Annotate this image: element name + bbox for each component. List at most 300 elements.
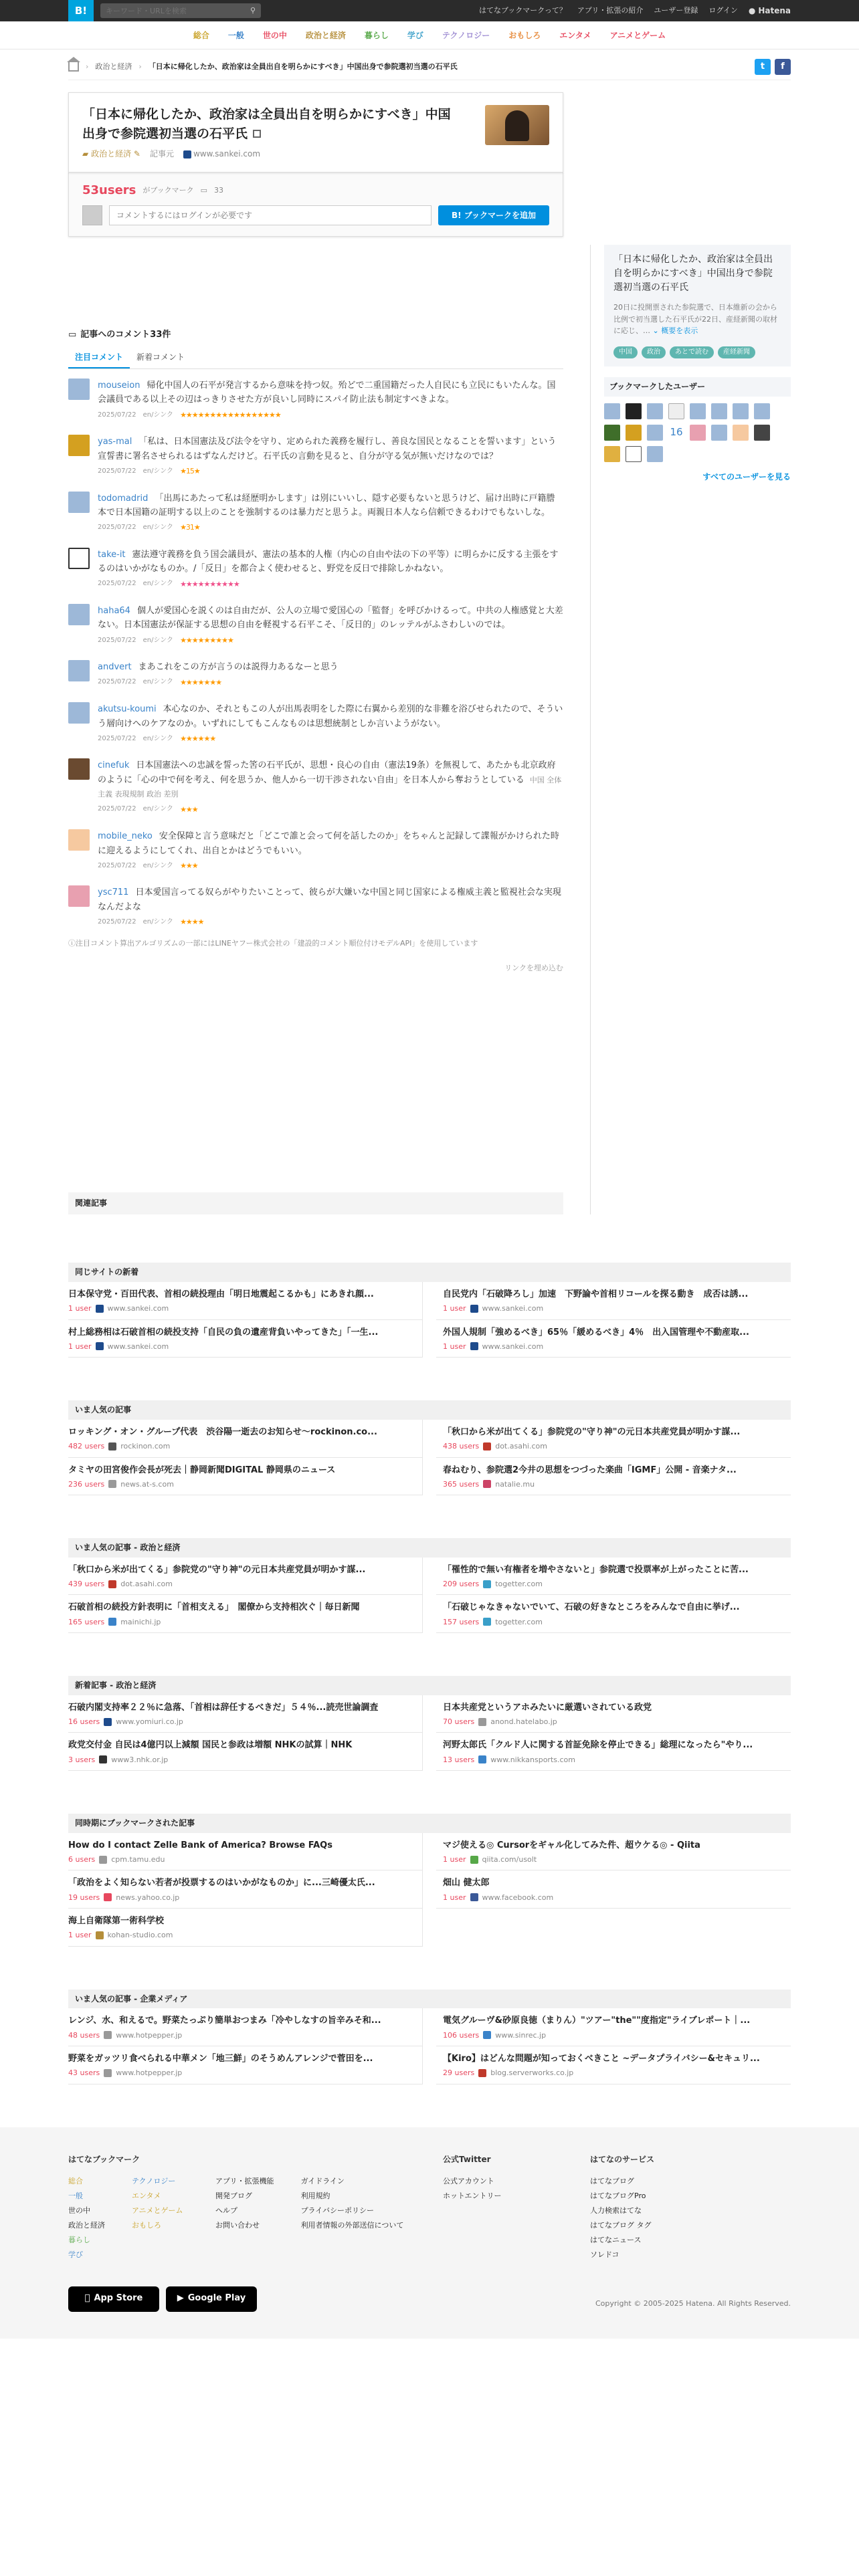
- article-users[interactable]: 1 user: [68, 1931, 92, 1940]
- article-domain[interactable]: www.facebook.com: [482, 1893, 554, 1902]
- article-item: [436, 2046, 791, 2084]
- category-link[interactable]: エンタメ: [559, 30, 591, 40]
- footer-link[interactable]: はてなブログPro: [590, 2191, 646, 2200]
- footer-link[interactable]: はてなブログ タグ: [590, 2220, 652, 2230]
- footer-link[interactable]: アニメとゲーム: [132, 2206, 183, 2215]
- footer-link[interactable]: 学び: [68, 2250, 83, 2259]
- article-title[interactable]: 日本保守党・百田代表、首相の続投理由「明日地震起こるかも」にあきれ顔...: [68, 1289, 374, 1299]
- comment-source[interactable]: en/シンク: [142, 580, 174, 588]
- comment-user[interactable]: cinefuk: [98, 760, 130, 771]
- article-grid: [68, 1558, 791, 1633]
- link-register[interactable]: ユーザー登録: [654, 6, 698, 15]
- comment-item: [68, 538, 563, 595]
- footer-col-services: [590, 2151, 724, 2262]
- comment-input[interactable]: [109, 205, 432, 225]
- algorithm-note: ⓘ注目コメント算出アルゴリズムの一部にはLINEヤフー株式会社の「建設的コメント順位付けモデルAPI」を使用しています: [68, 938, 478, 948]
- favicon-icon: [96, 1931, 104, 1939]
- footer-link[interactable]: はてなニュース: [590, 2235, 642, 2244]
- star-icons[interactable]: ★★★★★★: [180, 734, 216, 743]
- comments-count: 33: [214, 185, 224, 195]
- hatena-brand[interactable]: [749, 5, 791, 17]
- google-play-label: Google Play: [187, 2293, 246, 2304]
- comment-source[interactable]: en/シンク: [142, 467, 174, 475]
- category-link[interactable]: おもしろ: [508, 30, 541, 40]
- comment-user[interactable]: haha64: [98, 606, 130, 617]
- star-icons[interactable]: ★★★★: [180, 918, 204, 927]
- favicon-icon: [470, 1893, 478, 1901]
- star-icons[interactable]: ★★★★★★★★★: [180, 635, 233, 645]
- star-icons[interactable]: ★★★: [180, 861, 198, 870]
- link-apps[interactable]: アプリ・拡張の紹介: [577, 6, 644, 15]
- article-domain[interactable]: dot.asahi.com: [120, 1580, 173, 1589]
- footer-link[interactable]: 利用規約: [300, 2191, 330, 2200]
- footer-link[interactable]: お問い合わせ: [215, 2220, 260, 2230]
- comment-source[interactable]: en/シンク: [142, 918, 174, 926]
- article-users[interactable]: 157 users: [443, 1617, 480, 1626]
- footer-link[interactable]: 総合: [68, 2176, 83, 2185]
- footer-link[interactable]: ソレドコ: [590, 2250, 619, 2259]
- footer-link[interactable]: ガイドライン: [300, 2176, 345, 2185]
- avatar[interactable]: [68, 379, 90, 400]
- article-title[interactable]: 「政治をよく知らない若者が投票するのはいかがなものか」に...三崎優太氏...: [68, 1878, 375, 1889]
- comment-user[interactable]: mouseion: [98, 380, 140, 391]
- article-title[interactable]: 河野太郎氏「クルド人に関する首証免除を停止できる」総理になったら"やり...: [443, 1740, 753, 1751]
- footer-link[interactable]: アプリ・拡張機能: [215, 2176, 274, 2185]
- comment-user[interactable]: take-it: [98, 549, 126, 560]
- article-domain[interactable]: blog.serverworks.co.jp: [490, 2068, 574, 2078]
- article-domain[interactable]: www.sankei.com: [482, 1304, 544, 1313]
- footer-link[interactable]: ホットエントリー: [443, 2191, 502, 2200]
- article-meta: [443, 2030, 791, 2040]
- search-icon[interactable]: ⚲: [250, 6, 256, 15]
- article-item: [436, 1870, 791, 1909]
- article-domain[interactable]: news.yahoo.co.jp: [116, 1893, 180, 1902]
- article-domain[interactable]: rockinon.com: [120, 1442, 171, 1451]
- star-icons[interactable]: ★31★: [180, 523, 200, 532]
- article-title[interactable]: 「秋口から米が出てくる」参院党の"守り神"の元日本共産党員が明かす謀...: [68, 1564, 366, 1575]
- add-bookmark-button[interactable]: B! ブックマークを追加: [438, 205, 549, 225]
- star-icons[interactable]: ★15★: [180, 467, 200, 476]
- article-domain[interactable]: dot.asahi.com: [495, 1442, 547, 1451]
- entry-domain-text: www.sankei.com: [193, 149, 261, 158]
- article-title[interactable]: ロッキング・オン・グループ代表 渋谷陽一逝去のお知らせ～rockinon.co...: [68, 1426, 377, 1437]
- users-count[interactable]: 53users: [82, 183, 136, 197]
- all-users-link[interactable]: すべてのユーザーを見る: [702, 471, 791, 481]
- comment-source[interactable]: en/シンク: [142, 636, 174, 644]
- article-domain[interactable]: qiita.com/usolt: [482, 1855, 537, 1864]
- show-summary-link[interactable]: ⌄ 概要を表示: [652, 326, 698, 336]
- article-meta: [68, 2030, 415, 2040]
- article-meta: [68, 1617, 415, 1627]
- comment-text-content: 安全保障と言う意味だと「どこで誰と会って何を話したのか」をちゃんと記録して諜報がかけられた時に迎えるようにしてくれ、出自とかはどうでもいい。: [98, 831, 559, 856]
- comment-list: [68, 369, 563, 933]
- article-users[interactable]: 1 user: [443, 1893, 466, 1902]
- breadcrumb-category[interactable]: 政治と経済: [95, 62, 132, 71]
- chevron-right-icon: ›: [86, 62, 89, 71]
- article-domain[interactable]: www.nikkansports.com: [490, 1755, 575, 1764]
- article-item: [436, 1282, 791, 1320]
- star-icons[interactable]: ★★★★★★★★★★★★★★★★★: [180, 410, 281, 419]
- comment-item: [68, 595, 563, 651]
- article-domain[interactable]: togetter.com: [495, 1580, 543, 1589]
- comment-body: [98, 829, 563, 871]
- pencil-icon: ✎: [133, 149, 140, 158]
- avatar[interactable]: [733, 403, 749, 419]
- comment-user[interactable]: mobile_neko: [98, 831, 153, 842]
- comment-source[interactable]: en/シンク: [142, 411, 174, 419]
- entry-thumbnail[interactable]: [485, 105, 549, 145]
- footer-link[interactable]: 暮らし: [68, 2235, 90, 2244]
- article-grid: [68, 2008, 791, 2084]
- article-item: [68, 1870, 423, 1909]
- embed-link[interactable]: リンクを埋め込む: [504, 964, 563, 973]
- entry-title-text[interactable]: 「日本に帰化したか、政治家は全員出自を明らかにすべき」中国出身で参院選初当選の石平氏: [82, 107, 451, 141]
- home-icon[interactable]: [68, 62, 79, 72]
- article-domain[interactable]: www.hotpepper.jp: [116, 2030, 183, 2040]
- comment-icon: ▭: [68, 329, 77, 340]
- app-store-label: App Store: [91, 2293, 140, 2304]
- tab-new[interactable]: 新着コメント: [136, 352, 185, 362]
- article-meta: [443, 1579, 791, 1589]
- article-item: [68, 1595, 423, 1633]
- entry-category[interactable]: [82, 148, 140, 160]
- comment-footer: [98, 917, 563, 927]
- category-link[interactable]: 暮らし: [364, 30, 389, 40]
- comment-text-content: 帰化中国人の石平が発言するから意味を持つ奴。殆どで二重国籍だった人自民にも立民にもいたんな。国会議員である以上その辺はっきりさせた方が良いし同時にスパイ防止法も制定すべきよな。: [98, 380, 556, 405]
- comment-date[interactable]: 2025/07/22: [98, 734, 136, 742]
- footer-link[interactable]: 人力検索はてな: [590, 2206, 642, 2215]
- article-domain[interactable]: anond.hatelabo.jp: [490, 1717, 557, 1727]
- article-domain[interactable]: www.sankei.com: [482, 1341, 544, 1351]
- article-users[interactable]: 236 users: [68, 1479, 105, 1489]
- article-users[interactable]: 19 users: [68, 1893, 100, 1902]
- footer-link[interactable]: テクノロジー: [132, 2176, 176, 2185]
- search-box[interactable]: [100, 3, 261, 18]
- comment-source[interactable]: en/シンク: [142, 805, 174, 813]
- tab-hot[interactable]: 注目コメント: [68, 348, 130, 368]
- article-domain[interactable]: www.hotpepper.jp: [116, 2068, 183, 2078]
- tag[interactable]: あとで読む: [670, 346, 714, 358]
- article-title[interactable]: 電気グルーヴ&砂原良徳（まりん）"ツアー"the""度指定"ライブレポート｜...: [443, 2016, 751, 2026]
- article-title[interactable]: 政党交付金 自民は4億円以上減額 国民と参政は増額 NHKの試算｜NHK: [68, 1740, 353, 1751]
- comment-date[interactable]: 2025/07/22: [98, 467, 136, 475]
- article-grid: [68, 1282, 791, 1358]
- article-domain[interactable]: www.sinrec.jp: [495, 2030, 547, 2040]
- search-input[interactable]: [106, 7, 250, 15]
- favicon-icon: [478, 2069, 486, 2077]
- article-meta: [68, 1755, 415, 1765]
- entry-meta: [82, 148, 549, 160]
- comment-item: [68, 369, 563, 425]
- comment-text-content: 個人が愛国心を説くのは自由だが、公人の立場で愛国心の「監督」を呼びかけるって。中共の人権感覚と大差ない。日本国憲法が保証する思想の自由を軽視する石平こそ、「反日的」のレッテルがふさわしいのでは。: [98, 606, 563, 631]
- footer-link[interactable]: 開発ブログ: [215, 2191, 252, 2200]
- article-title[interactable]: 「罹性的で無い有権者を増やさないと」参院選で投票率が上がったことに苦...: [443, 1564, 749, 1575]
- comment-user[interactable]: akutsu-koumi: [98, 704, 157, 715]
- article-section: [68, 1676, 791, 1771]
- comment-text-content: 憲法遵守義務を負う国会議員が、憲法の基本的人権（内心の自由や法の下の平等）に明らかに反する主張をするのはいかがなものか。/「反日」を都合よく使わせると、野党を反日で排除しかねない。: [98, 549, 559, 574]
- footer-link[interactable]: プライバシーポリシー: [300, 2206, 375, 2215]
- article-item: [436, 1695, 791, 1733]
- article-users[interactable]: 29 users: [443, 2068, 475, 2078]
- article-users[interactable]: 1 user: [443, 1341, 466, 1351]
- avatar[interactable]: [754, 403, 770, 419]
- article-users[interactable]: 209 users: [443, 1580, 480, 1589]
- article-title[interactable]: 自民党内「石破降ろし」加速 下野論や首相リコールを探る動き 成否は誘...: [443, 1289, 749, 1299]
- article-title[interactable]: 春ねむり、参院選2今井の思想をつづった楽曲「IGMF」公開 - 音楽ナタ...: [443, 1465, 737, 1475]
- article-title[interactable]: 石破内閣支持率２２％に急落、「首相は辞任するべきだ」５４％...読売世論調査: [68, 1702, 379, 1713]
- article-users[interactable]: 43 users: [68, 2068, 100, 2078]
- article-title[interactable]: 石破首相の続投方針表明に「首相支える」 閣僚から支持相次ぐ｜毎日新聞: [68, 1602, 360, 1613]
- article-meta: [443, 1341, 791, 1352]
- article-title[interactable]: 海上自衛隊第一術科学校: [68, 1915, 165, 1926]
- article-domain[interactable]: news.at-s.com: [120, 1479, 174, 1489]
- footer-link[interactable]: おもしろ: [132, 2220, 161, 2230]
- avatar[interactable]: [626, 403, 642, 419]
- article-title[interactable]: タミヤの田宮俊作会長が死去｜静岡新聞DIGITAL 静岡県のニュース: [68, 1465, 336, 1475]
- avatar[interactable]: [68, 885, 90, 907]
- footer-link[interactable]: 利用者情報の外部送信について: [300, 2220, 404, 2230]
- article-title[interactable]: マジ使える◎ Cursorをギャル化してみた件、超ウケる◎ - Qiita: [443, 1840, 700, 1850]
- twitter-icon[interactable]: t: [755, 59, 771, 75]
- avatar[interactable]: [604, 403, 620, 419]
- show-summary-label: 概要を表示: [661, 326, 698, 336]
- article-domain[interactable]: www.sankei.com: [107, 1341, 169, 1351]
- share-buttons: [755, 59, 791, 75]
- footer-link[interactable]: ヘルプ: [215, 2206, 237, 2215]
- article-users[interactable]: 16 users: [68, 1717, 100, 1727]
- footer-link[interactable]: 世の中: [68, 2206, 90, 2215]
- comment-body: [98, 660, 563, 687]
- article-meta: [443, 1893, 791, 1903]
- avatar[interactable]: [668, 403, 684, 419]
- avatar[interactable]: [711, 403, 727, 419]
- hatena-bookmark-logo[interactable]: B!: [68, 0, 94, 21]
- category-link[interactable]: 総合: [193, 30, 209, 40]
- article-title[interactable]: 日本共産党というアホみたいに厳選いされている政党: [443, 1702, 652, 1713]
- favicon-icon: [108, 1442, 116, 1451]
- article-section: [68, 1400, 791, 1495]
- comment-text: [98, 435, 563, 463]
- comment-source[interactable]: en/シンク: [142, 734, 174, 742]
- article-item: [68, 1833, 423, 1871]
- avatar[interactable]: [68, 702, 90, 724]
- article-meta: [68, 1930, 415, 1940]
- external-link-icon[interactable]: [253, 130, 261, 138]
- global-header: [0, 0, 859, 21]
- avatar[interactable]: [754, 425, 770, 441]
- article-users[interactable]: 1 user: [443, 1855, 466, 1864]
- avatar[interactable]: [626, 446, 642, 462]
- tag[interactable]: 中国: [613, 346, 638, 358]
- footer-heading-twitter: 公式Twitter: [443, 2154, 491, 2164]
- favicon-icon: [104, 2069, 112, 2077]
- avatar[interactable]: [690, 425, 706, 441]
- article-users[interactable]: 1 user: [68, 1341, 92, 1351]
- article-title[interactable]: 畑山 健太郎: [443, 1878, 490, 1889]
- article-users[interactable]: 48 users: [68, 2030, 100, 2040]
- article-title[interactable]: レンジ、水、和えるで。野菜たっぷり簡単おつまみ「冷やしなすの旨辛みそ和...: [68, 2016, 381, 2026]
- article-domain[interactable]: natalie.mu: [495, 1479, 535, 1489]
- article-meta: [443, 1441, 791, 1451]
- comment-user[interactable]: andvert: [98, 662, 132, 673]
- article-meta: [443, 1854, 791, 1864]
- avatar[interactable]: [68, 435, 90, 456]
- comment-source[interactable]: en/シンク: [142, 524, 174, 532]
- article-title[interactable]: 「秋口から米が出てくる」参院党の"守り神"の元日本共産党員が明かす謀...: [443, 1426, 741, 1437]
- bookmark-panel: [68, 173, 563, 237]
- entry-title[interactable]: [82, 105, 457, 143]
- avatar[interactable]: [647, 446, 663, 462]
- footer-link[interactable]: 政治と経済: [68, 2220, 105, 2230]
- comment-footer: [98, 677, 563, 687]
- avatar[interactable]: [711, 425, 727, 441]
- app-store-badge[interactable]: [68, 2286, 159, 2312]
- comment-text-content: まあこれをこの方が言うのは説得力あるなーと思う: [138, 662, 339, 673]
- avatar[interactable]: [68, 758, 90, 780]
- avatar[interactable]: [604, 425, 620, 441]
- comment-body: [98, 702, 563, 744]
- article-item: [436, 2008, 791, 2046]
- comment-text-content: 「出馬にあたって私は経歴明かします」は別にいいし、隠す必要もないと思うけど、届け出時に戸籍謄本で日本国籍の証明する以上のことを強制するのは暴力だと思うよ。両親日本人なら信頼できるわけでもないしな。: [98, 493, 555, 518]
- comment-body: [98, 379, 563, 420]
- comments-heading: [68, 329, 563, 341]
- avatar[interactable]: [647, 403, 663, 419]
- entry-domain[interactable]: [183, 148, 260, 160]
- category-link[interactable]: 学び: [407, 30, 423, 40]
- category-nav: [0, 21, 859, 49]
- comment-item: [68, 482, 563, 538]
- comment-source[interactable]: en/シンク: [142, 678, 174, 686]
- category-link[interactable]: テクノロジー: [442, 30, 490, 40]
- article-users[interactable]: 165 users: [68, 1617, 105, 1626]
- footer-heading-bookmark: はてなブックマーク: [68, 2154, 140, 2164]
- comment-date[interactable]: 2025/07/22: [98, 580, 136, 588]
- avatar[interactable]: [733, 425, 749, 441]
- category-link[interactable]: 世の中: [262, 30, 287, 40]
- article-title[interactable]: 【Kiro】はどんな問題が知っておくべきこと ~データプライバシー&セキュリ...: [443, 2053, 760, 2064]
- favicon-icon: [478, 1718, 486, 1726]
- avatar[interactable]: [690, 403, 706, 419]
- article-users[interactable]: 1 user: [443, 1304, 466, 1313]
- article-users[interactable]: 439 users: [68, 1580, 105, 1589]
- article-domain[interactable]: kohan-studio.com: [107, 1931, 173, 1940]
- article-title[interactable]: How do I contact Zelle Bank of America? Browse FAQs: [68, 1840, 332, 1850]
- avatar[interactable]: [68, 548, 90, 569]
- avatar[interactable]: [68, 492, 90, 513]
- article-title[interactable]: 野菜をガッツリ食べられる中華メン「地三鮮」のそうめんアレンジで菅田を...: [68, 2053, 373, 2064]
- comment-user[interactable]: ysc711: [98, 887, 129, 898]
- sidebar: [590, 245, 791, 1214]
- article-title[interactable]: 村上総務相は石破首相の続投支持「自民の負の遺産背負いやってきた」「一生...: [68, 1327, 379, 1337]
- section-heading: 同時期にブックマークされた記事: [68, 1814, 791, 1833]
- favicon-icon: [104, 1718, 112, 1726]
- star-icons[interactable]: ★★★★★★★★★★: [180, 579, 240, 588]
- sidebar-title[interactable]: 「日本に帰化したか、政治家は全員出自を明らかにすべき」中国出身で参院選初当選の石平氏: [613, 254, 773, 293]
- article-users[interactable]: 70 users: [443, 1717, 475, 1727]
- article-users[interactable]: 482 users: [68, 1442, 105, 1451]
- article-grid: [68, 1833, 791, 1947]
- facebook-icon[interactable]: f: [775, 59, 791, 75]
- article-users[interactable]: 438 users: [443, 1442, 480, 1451]
- breadcrumb-current: 「日本に帰化したか、政治家は全員出自を明らかにすべき」中国出身で参院選初当選の石平氏: [148, 62, 458, 71]
- category-link[interactable]: 政治と経済: [305, 30, 346, 40]
- footer-link[interactable]: 公式アカウント: [443, 2176, 494, 2185]
- sidebar-summary: [604, 245, 791, 366]
- link-about[interactable]: はてなブックマークって？: [479, 6, 567, 15]
- article-section: [68, 1990, 791, 2084]
- article-domain[interactable]: www.sankei.com: [107, 1304, 169, 1313]
- tag[interactable]: 産経新聞: [718, 346, 755, 358]
- favicon-icon: [183, 150, 191, 158]
- article-users[interactable]: 365 users: [443, 1479, 480, 1489]
- tag[interactable]: 政治: [642, 346, 666, 358]
- comment-date[interactable]: 2025/07/22: [98, 861, 136, 869]
- comment-date[interactable]: 2025/07/22: [98, 805, 136, 813]
- google-play-badge[interactable]: [166, 2286, 257, 2312]
- star-icons[interactable]: ★★★★★★★: [180, 677, 222, 687]
- article-users[interactable]: 13 users: [443, 1755, 475, 1764]
- avatar[interactable]: [68, 660, 90, 681]
- article-domain[interactable]: mainichi.jp: [120, 1617, 161, 1626]
- comment-text: [98, 702, 563, 731]
- article-item: [68, 1282, 423, 1320]
- article-users[interactable]: 6 users: [68, 1855, 96, 1864]
- comment-date[interactable]: 2025/07/22: [98, 678, 136, 686]
- avatar[interactable]: [626, 425, 642, 441]
- avatar[interactable]: [647, 425, 663, 441]
- avatar[interactable]: [604, 446, 620, 462]
- more-users-count[interactable]: 16: [670, 426, 683, 439]
- article-users[interactable]: 106 users: [443, 2030, 480, 2040]
- entry-source-label: 記事元: [149, 149, 174, 158]
- comment-date[interactable]: 2025/07/22: [98, 524, 136, 532]
- footer-col-twitter: [443, 2151, 590, 2262]
- article-title[interactable]: 「石破じゃなきゃないでいて、石破の好きなところをみんなで自由に挙げ...: [443, 1602, 740, 1613]
- footer-link[interactable]: 一般: [68, 2191, 83, 2200]
- comment-user[interactable]: todomadrid: [98, 493, 149, 504]
- comment-date[interactable]: 2025/07/22: [98, 918, 136, 926]
- star-icons[interactable]: ★★★: [180, 804, 198, 814]
- favicon-icon: [483, 1580, 491, 1588]
- category-link[interactable]: アニメとゲーム: [609, 30, 666, 40]
- avatar[interactable]: [68, 829, 90, 851]
- comment-user[interactable]: yas-mal: [98, 437, 132, 447]
- article-title[interactable]: 外国人規制「強めるべき」65％「緩めるべき」4％ 出入国管理や不動産取...: [443, 1327, 749, 1337]
- comment-date[interactable]: 2025/07/22: [98, 411, 136, 419]
- article-domain[interactable]: www3.nhk.or.jp: [111, 1755, 169, 1764]
- avatar[interactable]: [68, 604, 90, 625]
- article-domain[interactable]: cpm.tamu.edu: [111, 1855, 165, 1864]
- article-domain[interactable]: togetter.com: [495, 1617, 543, 1626]
- comment-text: [98, 548, 563, 576]
- comment-text: [98, 885, 563, 914]
- comment-text: [98, 492, 563, 520]
- article-item: [436, 1458, 791, 1496]
- footer-link[interactable]: はてなブログ: [590, 2176, 634, 2185]
- article-users[interactable]: 3 users: [68, 1755, 96, 1764]
- hatena-icon: ●: [748, 5, 756, 15]
- comment-footer: [98, 522, 563, 532]
- comment-tags: 中国 全体主義 表現規制 政治 差別: [98, 775, 562, 799]
- comment-source[interactable]: en/シンク: [142, 861, 174, 869]
- category-link[interactable]: 一般: [227, 30, 244, 40]
- comment-footer: [98, 804, 563, 815]
- comment-date[interactable]: 2025/07/22: [98, 636, 136, 644]
- link-login[interactable]: ログイン: [708, 6, 738, 15]
- article-domain[interactable]: www.yomiuri.co.jp: [116, 1717, 183, 1727]
- footer-link[interactable]: エンタメ: [132, 2191, 161, 2200]
- article-users[interactable]: 1 user: [68, 1304, 92, 1313]
